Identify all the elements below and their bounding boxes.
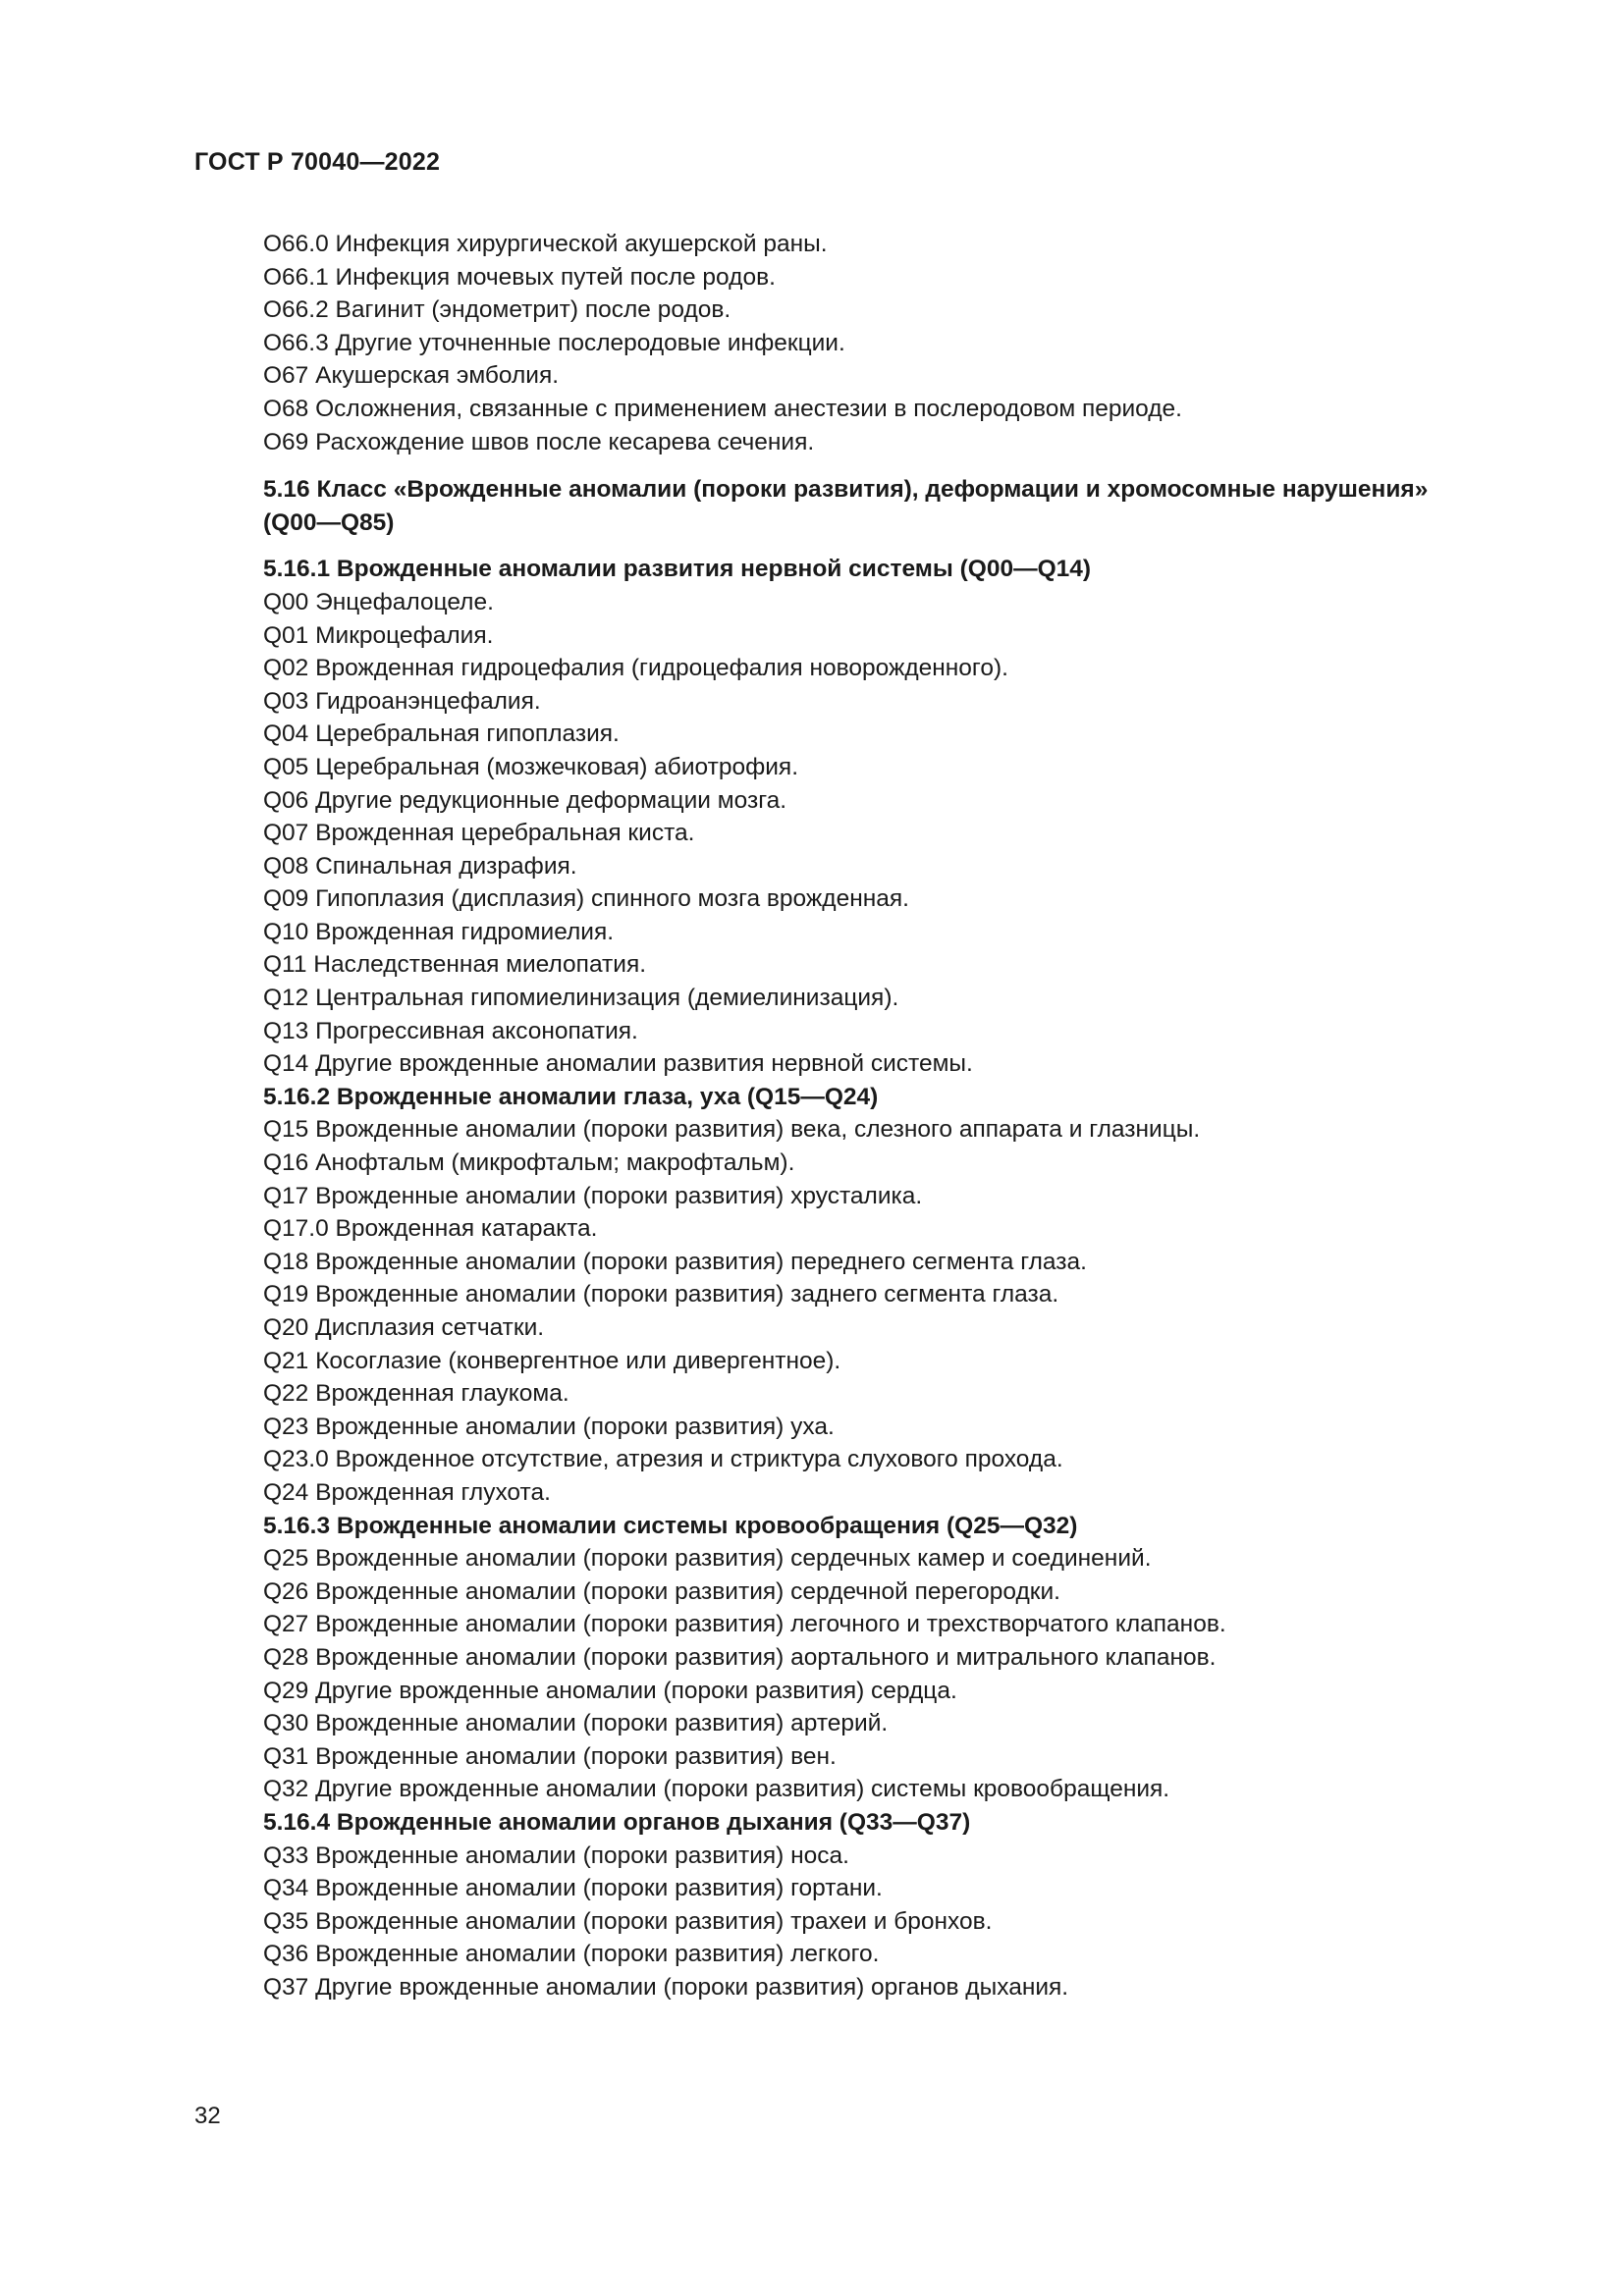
list-item: Q36 Врожденные аномалии (пороки развития) легкого. — [263, 1941, 880, 1968]
section-respiratory-organs — [263, 1806, 1441, 2004]
list-item: Q08 Спинальная дизрафия. — [263, 852, 577, 880]
list-item: Q04 Церебральная гипоплазия. — [263, 721, 620, 748]
section-title: 5.16.2 Врожденные аномалии глаза, уха (Q15—Q24) — [263, 1083, 879, 1110]
list-item: Q06 Другие редукционные деформации мозга. — [263, 786, 787, 814]
list-item: O66.0 Инфекция хирургической акушерской раны. — [263, 231, 828, 257]
list-item: Q32 Другие врожденные аномалии (пороки развития) системы кровообращения. — [263, 1776, 1170, 1803]
list-item: Q07 Врожденная церебральная киста. — [263, 820, 695, 847]
list-item: Q30 Врожденные аномалии (пороки развития) артерий. — [263, 1710, 889, 1737]
list-item: O66.1 Инфекция мочевых путей после родов. — [263, 263, 776, 291]
list-item: Q33 Врожденные аномалии (пороки развития) носа. — [263, 1842, 849, 1869]
list-item: Q22 Врожденная глаукома. — [263, 1380, 569, 1408]
section-title: 5.16.3 Врожденные аномалии системы кровообращения (Q25—Q32) — [263, 1512, 1078, 1539]
list-item: O69 Расхождение швов после кесарева сечения. — [263, 428, 815, 455]
list-item: Q23 Врожденные аномалии (пороки развития) уха. — [263, 1413, 835, 1440]
list-item: Q19 Врожденные аномалии (пороки развития) заднего сегмента глаза. — [263, 1281, 1059, 1308]
list-item: O68 Осложнения, связанные с применением анестезии в послеродовом периоде. — [263, 395, 1182, 422]
section-title: 5.16.4 Врожденные аномалии органов дыхания (Q33—Q37) — [263, 1808, 971, 1836]
list-item: Q23.0 Врожденное отсутствие, атрезия и стриктура слухового прохода. — [263, 1446, 1063, 1473]
list-item: Q12 Центральная гипомиелинизация (демиелинизация). — [263, 985, 899, 1012]
list-item: Q26 Врожденные аномалии (пороки развития) сердечной перегородки. — [263, 1577, 1060, 1605]
list-item: O66.2 Вагинит (эндометрит) после родов. — [263, 296, 731, 324]
list-item: Q29 Другие врожденные аномалии (пороки развития) сердца. — [263, 1677, 957, 1704]
page-number: 32 — [194, 2103, 221, 2129]
list-item: Q31 Врожденные аномалии (пороки развития) вен. — [263, 1742, 837, 1770]
section-nervous-system — [263, 553, 1441, 1081]
list-item: Q09 Гипоплазия (дисплазия) спинного мозга врожденная. — [263, 885, 909, 913]
list-item: Q16 Анофтальм (микрофтальм; макрофтальм). — [263, 1149, 795, 1177]
list-item: Q02 Врожденная гидроцефалия (гидроцефалия новорожденного). — [263, 655, 1008, 682]
list-item: Q01 Микроцефалия. — [263, 621, 494, 649]
list-item: Q24 Врожденная глухота. — [263, 1478, 551, 1506]
list-item: Q03 Гидроанэнцефалия. — [263, 687, 541, 715]
list-item: Q35 Врожденные аномалии (пороки развития) трахеи и бронхов. — [263, 1907, 993, 1935]
list-item: Q10 Врожденная гидромиелия. — [263, 918, 615, 945]
list-item: Q28 Врожденные аномалии (пороки развития) аортального и митрального клапанов. — [263, 1643, 1217, 1671]
list-item: Q13 Прогрессивная аксонопатия. — [263, 1017, 638, 1044]
list-item: Q05 Церебральная (мозжечковая) абиотрофия. — [263, 753, 799, 780]
list-item: O66.3 Другие уточненные послеродовые инфекции. — [263, 329, 845, 356]
list-item: Q18 Врожденные аномалии (пороки развития) переднего сегмента глаза. — [263, 1248, 1087, 1275]
list-item: Q34 Врожденные аномалии (пороки развития) гортани. — [263, 1875, 883, 1902]
list-item: Q21 Косоглазие (конвергентное или дивергентное). — [263, 1347, 841, 1374]
list-item: Q20 Дисплазия сетчатки. — [263, 1314, 545, 1341]
document-body — [263, 228, 1441, 2003]
class-heading: 5.16 Класс «Врожденные аномалии (пороки развития), деформации и хромосомные нарушения» (Q00—Q85) — [263, 476, 1429, 536]
section-title: 5.16.1 Врожденные аномалии развития нервной системы (Q00—Q14) — [263, 556, 1092, 583]
list-item: Q11 Наследственная миелопатия. — [263, 951, 647, 979]
section-eye-ear — [263, 1081, 1441, 1510]
list-item: Q14 Другие врожденные аномалии развития нервной системы. — [263, 1050, 973, 1078]
list-item: Q00 Энцефалоцеле. — [263, 588, 494, 615]
section-circulatory-system — [263, 1510, 1441, 1806]
list-item: Q25 Врожденные аномалии (пороки развития) сердечных камер и соединений. — [263, 1545, 1152, 1573]
list-item: Q15 Врожденные аномалии (пороки развития) века, слезного аппарата и глазницы. — [263, 1116, 1201, 1144]
list-item: Q17 Врожденные аномалии (пороки развития) хрусталика. — [263, 1182, 923, 1209]
list-item: O67 Акушерская эмболия. — [263, 362, 560, 390]
list-item: Q27 Врожденные аномалии (пороки развития) легочного и трехстворчатого клапанов. — [263, 1611, 1226, 1638]
document-header: ГОСТ Р 70040—2022 — [194, 148, 441, 176]
list-item: Q37 Другие врожденные аномалии (пороки развития) органов дыхания. — [263, 1973, 1069, 2001]
top-list — [263, 228, 1441, 458]
list-item: Q17.0 Врожденная катаракта. — [263, 1215, 598, 1243]
